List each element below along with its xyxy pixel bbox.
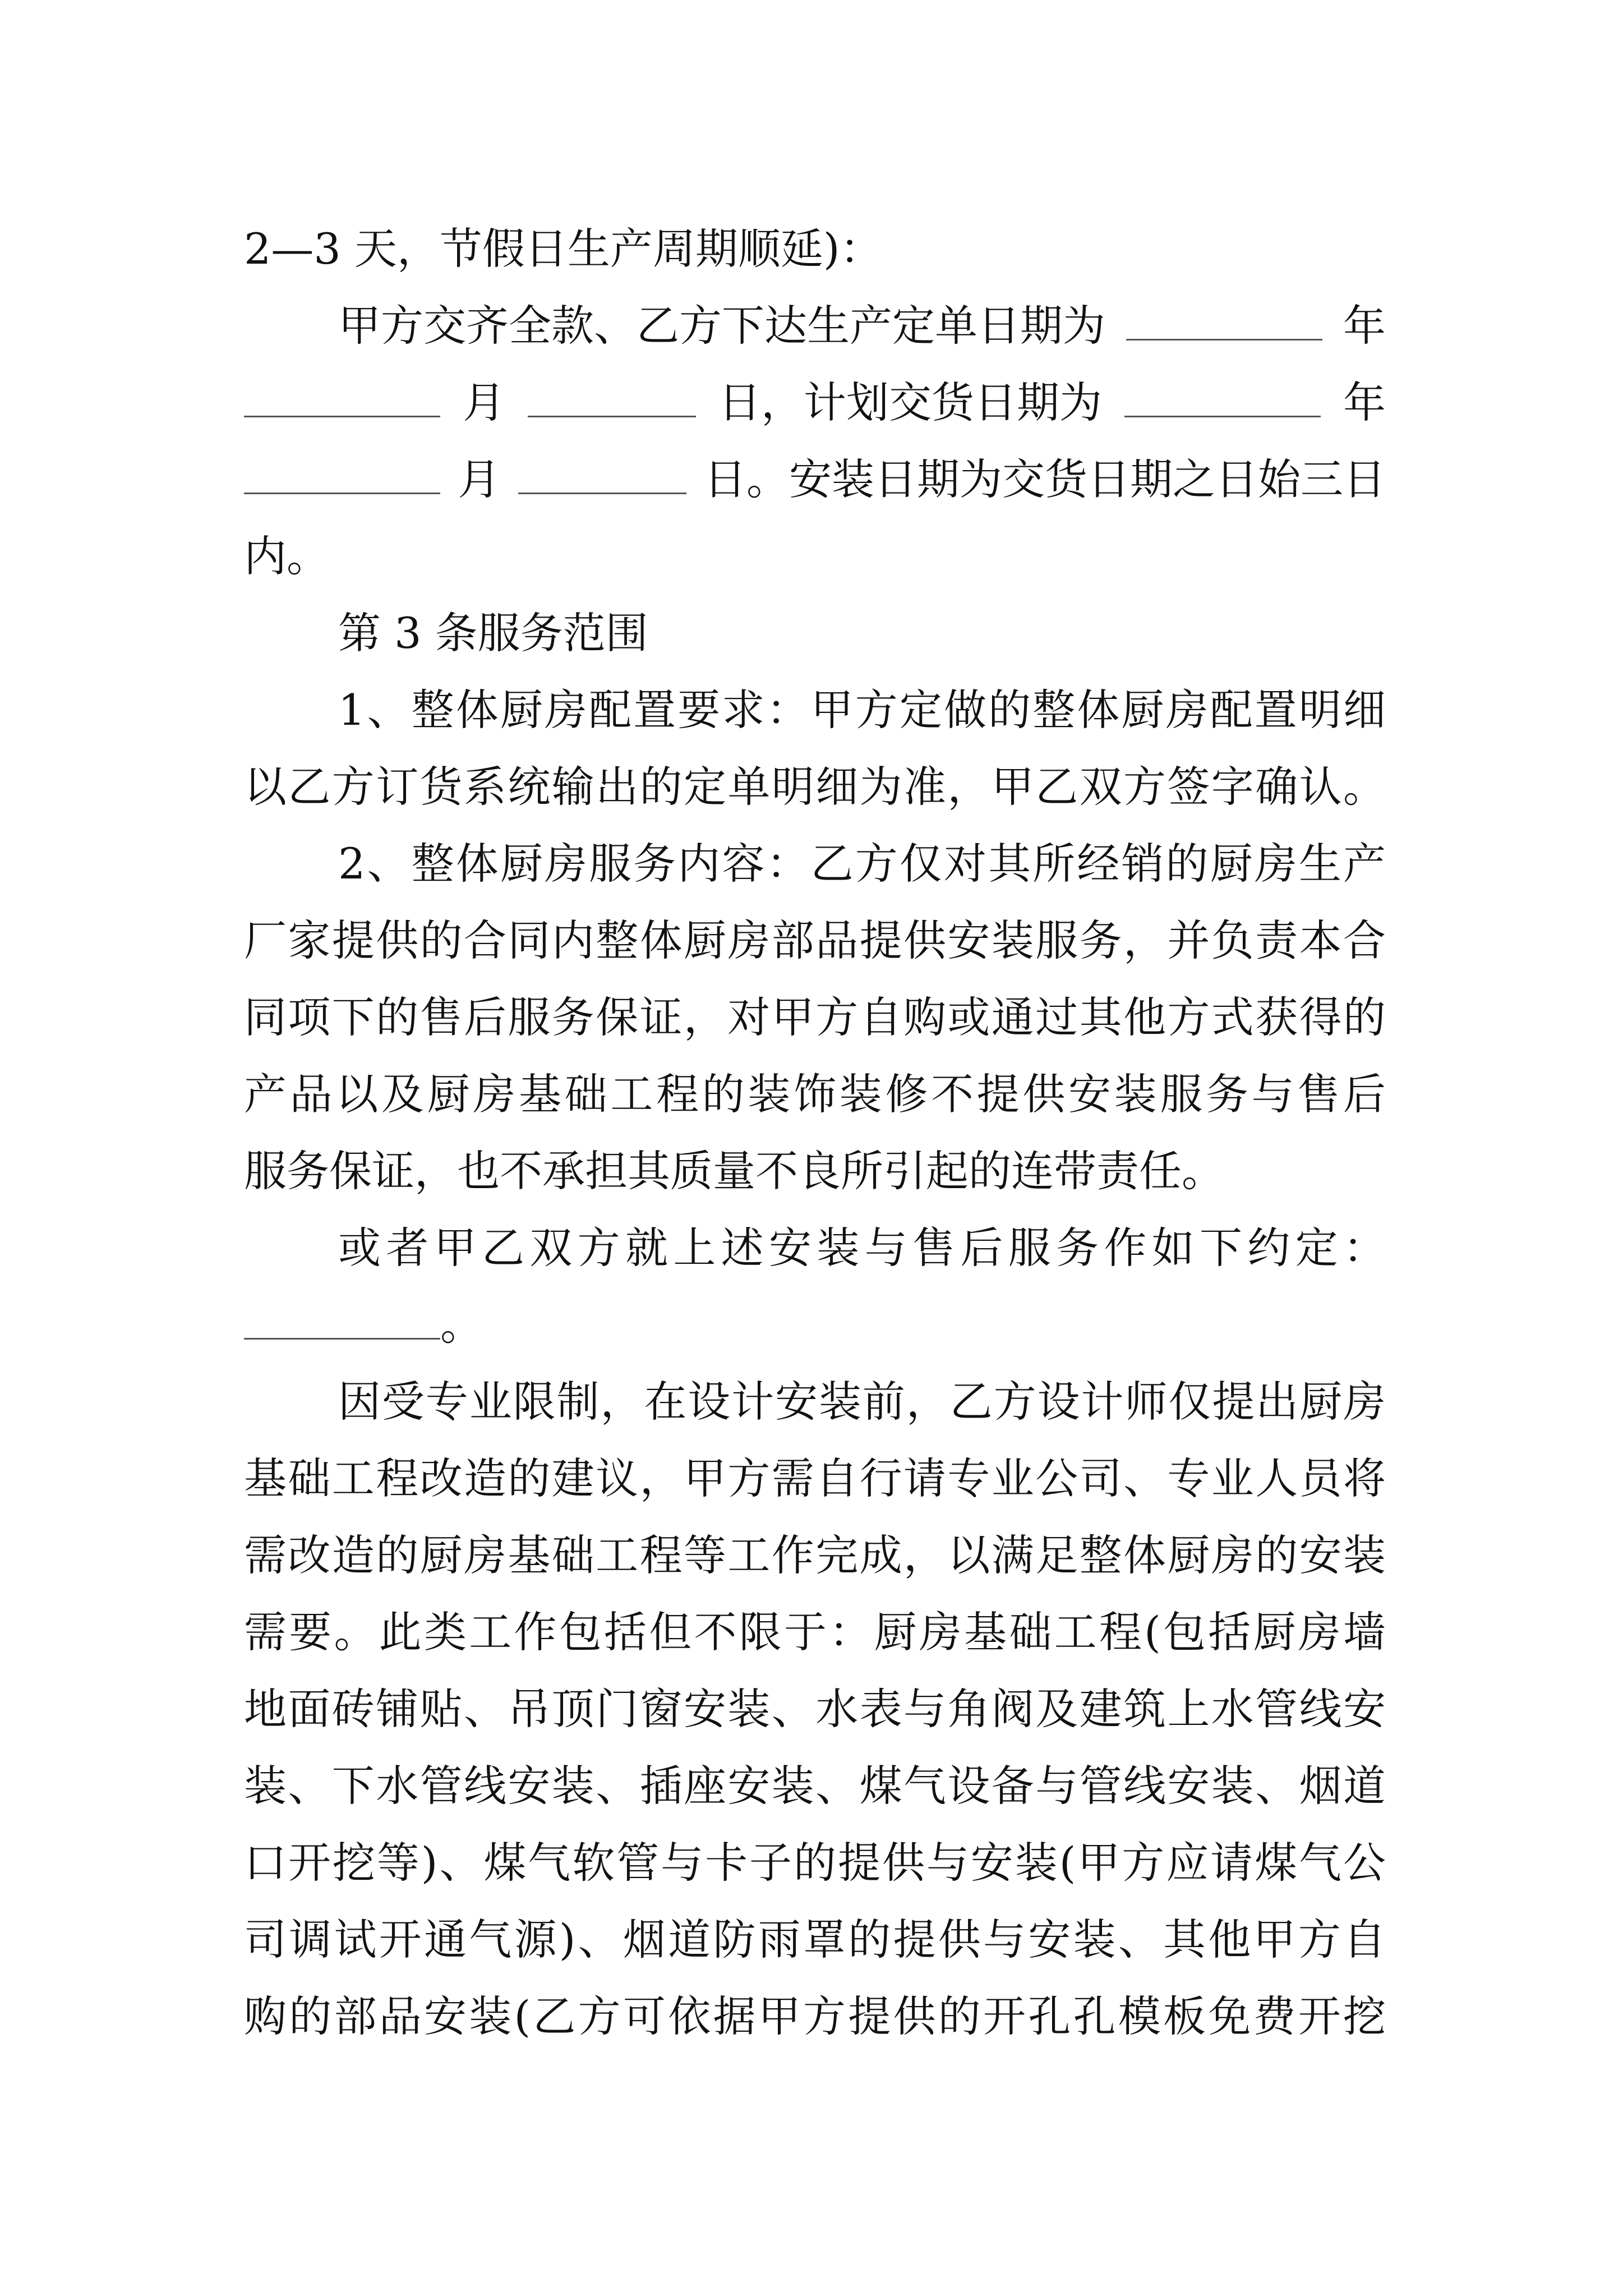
fill-in-blank	[518, 490, 686, 494]
text-segment: 。	[440, 1300, 483, 1350]
text-segment: 服务保证，也不承担其质量不良所引起的连带责任。	[244, 1146, 1224, 1196]
text-segment: 司调试开通气源)、烟道防雨罩的提供与安装、其他甲方自	[244, 1915, 1389, 1964]
text-segment: 年	[1343, 301, 1386, 351]
text-segment: 或者甲乙双方就上述安装与售后服务作如下约定：	[338, 1223, 1391, 1273]
text-segment: 需改造的厨房基础工程等工作完成，以满足整体厨房的安装	[244, 1530, 1387, 1580]
fill-in-blank	[244, 490, 440, 494]
text-line	[244, 1747, 1386, 1824]
text-segment: 口开挖等)、煤气软管与卡子的提供与安装(甲方应请煤气公	[244, 1838, 1387, 1888]
text-line	[244, 1363, 1386, 1440]
text-line	[244, 1978, 1389, 2055]
text-segment: 装、下水管线安装、插座安装、煤气设备与管线安装、烟道	[244, 1761, 1387, 1811]
text-line	[244, 1286, 1386, 1363]
text-line	[244, 1517, 1386, 1594]
text-segment: 购的部品安装(乙方可依据甲方提供的开孔孔模板免费开挖	[244, 1991, 1389, 2041]
text-line	[244, 902, 1386, 979]
text-line	[244, 979, 1386, 1056]
text-line	[244, 1824, 1386, 1901]
text-segment: 2—3 天，节假日生产周期顺延)：	[244, 224, 883, 274]
text-line	[244, 825, 1386, 902]
text-line	[244, 1440, 1386, 1517]
text-segment: 需要。此类工作包括但不限于：厨房基础工程(包括厨房墙	[244, 1607, 1389, 1657]
text-line	[244, 210, 1386, 287]
text-segment: 甲方交齐全款、乙方下达生产定单日期为	[338, 301, 1105, 351]
text-segment: 月	[458, 454, 501, 504]
contract-body	[244, 210, 1391, 2055]
text-segment: 日。安装日期为交货日期之日始三日	[703, 454, 1386, 504]
text-segment: 厂家提供的合同内整体厨房部品提供安装服务，并负责本合	[244, 915, 1387, 965]
fill-in-blank	[244, 413, 440, 417]
text-line	[244, 1056, 1389, 1133]
text-line	[244, 441, 1386, 518]
text-segment: 地面砖铺贴、吊顶门窗安装、水表与角阀及建筑上水管线安	[244, 1684, 1387, 1734]
text-segment: 2、整体厨房服务内容：乙方仅对其所经销的厨房生产	[338, 839, 1388, 889]
text-segment: 内。	[244, 531, 329, 581]
text-segment: 产品以及厨房基础工程的装饰装修不提供安装服务与售后	[244, 1069, 1389, 1119]
text-line	[244, 364, 1386, 441]
text-line	[244, 1671, 1386, 1747]
fill-in-blank	[244, 1336, 440, 1340]
text-segment: 1、整体厨房配置要求：甲方定做的整体厨房配置明细	[338, 685, 1388, 735]
text-line	[244, 1133, 1386, 1209]
text-segment: 同项下的售后服务保证，对甲方自购或通过其他方式获得的	[244, 992, 1387, 1042]
text-line	[244, 518, 1386, 595]
heading-text: 第 3 条服务范围	[338, 608, 648, 658]
text-segment: 因受专业限制，在设计安装前，乙方设计师仅提出厨房	[338, 1377, 1387, 1427]
text-segment: 日，计划交货日期为	[718, 378, 1102, 427]
text-line	[244, 748, 1386, 825]
text-segment: 年	[1343, 378, 1386, 427]
text-segment: 以乙方订货系统输出的定单明细为准，甲乙双方签字确认。	[244, 762, 1387, 812]
fill-in-blank	[528, 413, 696, 417]
text-segment: 基础工程改造的建议，甲方需自行请专业公司、专业人员将	[244, 1453, 1387, 1503]
text-segment: 月	[463, 378, 505, 427]
text-line	[244, 1901, 1389, 1978]
text-line	[244, 1209, 1391, 1286]
fill-in-blank	[1124, 413, 1321, 417]
text-line	[244, 671, 1386, 748]
fill-in-blank	[1126, 337, 1322, 341]
text-line	[244, 287, 1386, 364]
text-line	[244, 1594, 1389, 1671]
section-heading	[244, 595, 1386, 671]
